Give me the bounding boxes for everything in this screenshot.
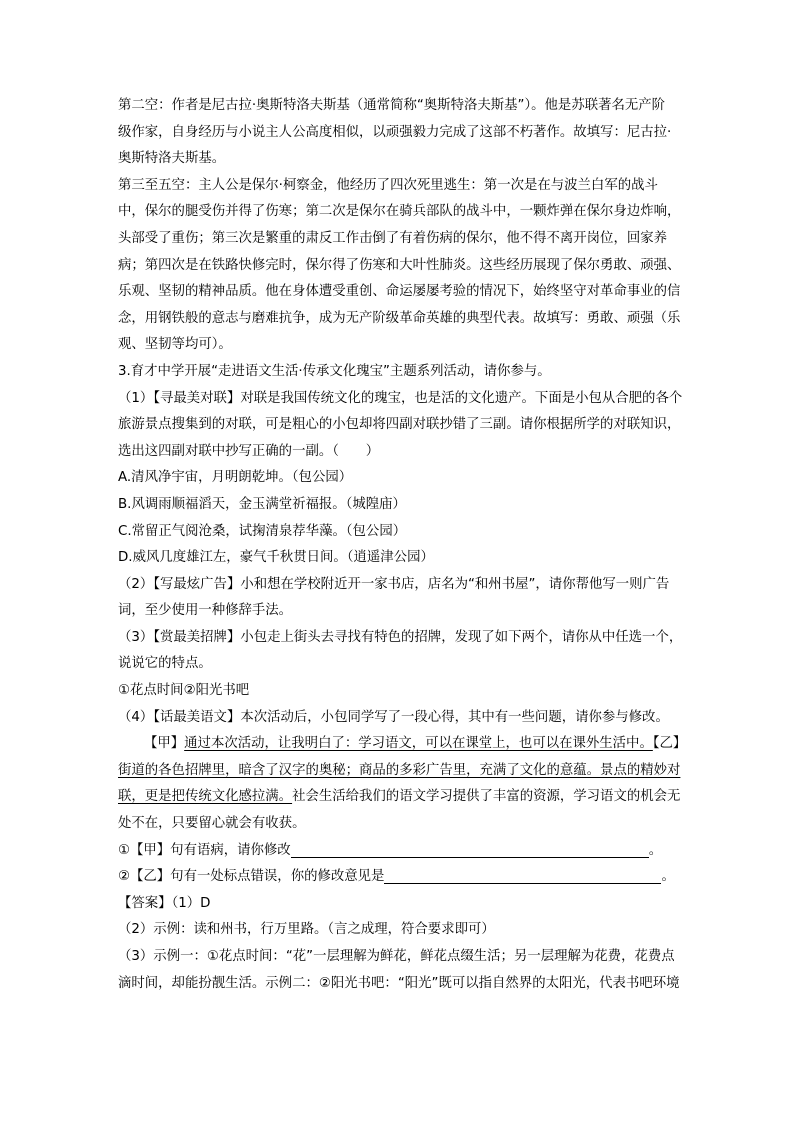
sign-names: ①花点时间②阳光书吧 (118, 683, 250, 699)
document-body (118, 93, 718, 997)
marker-jia: 【甲】 (144, 736, 185, 752)
text-line: 第三至五空：主人公是保尔·柯察金，他经历了四次死里逃生：第一次是在与波兰白军的战斗 (118, 177, 658, 193)
option-a: A.清风净宇宙，月明朗乾坤。（包公园） (118, 470, 353, 486)
answer-3 (118, 944, 718, 997)
text-line: 选出这四副对联中抄写正确的一副。（ ） (118, 443, 380, 459)
reflection-passage (118, 731, 718, 837)
sentence-jia: 通过本次活动，让我明白了：学习语文，可以在课堂上，也可以在课外生活中。 (184, 736, 653, 752)
sentence-yi-end: 联，更是把传统文化感拉满。 (118, 789, 293, 805)
prompt-text: ②【乙】句有一处标点错误，你的修改意见是 (118, 869, 385, 885)
text-line: 第二空：作者是尼古拉·奥斯特洛夫斯基（通常简称“奥斯特洛夫斯基”）。他是苏联著名无产阶 (118, 98, 666, 113)
choice-options (118, 465, 718, 571)
text-line: 词，至少使用一种修辞手法。 (118, 603, 293, 619)
text-line: 念，用钢铁般的意志与磨难抗争，成为无产阶级革命英雄的典型代表。故填写：勇敢、顽强（乐 (118, 310, 681, 326)
fill-in-question-1 (118, 838, 718, 865)
fill-in-question-2 (118, 864, 718, 891)
text-line: 头部受了重伤；第三次是繁重的肃反工作击倒了有着伤病的保尔，他不得不离开岗位，回家养 (118, 230, 668, 246)
answer-blank-1[interactable] (291, 841, 649, 858)
text-line: 旅游景点搜集到的对联，可是粗心的小包却将四副对联抄错了三副。请你根据所学的对联知识， (118, 417, 681, 433)
text-line: 奥斯特洛夫斯基。 (118, 151, 226, 167)
question-3-3 (118, 625, 718, 678)
question-3-1 (118, 386, 718, 466)
option-d: D.威风几度雄江左，豪气千秋贯日间。（逍遥津公园） (118, 550, 434, 566)
text-line: 病；第四次是在铁路快修完时，保尔得了伤寒和大叶性肺炎。这些经历展现了保尔勇敢、顽强、 (118, 257, 681, 273)
option-c: C.常留正气阅沧桑，试掬清泉荐华藻。（包公园） (118, 523, 407, 539)
period: 。 (661, 869, 675, 885)
option-b: B.风调雨顺福滔天，金玉满堂祈福报。（城隍庙） (118, 496, 406, 512)
passage-line (118, 758, 718, 785)
question-3-2 (118, 572, 718, 625)
answer-blank-3-5-paragraph (118, 173, 718, 359)
passage-line: 处不在，只要留心就会有收获。 (118, 816, 306, 832)
passage-line (118, 784, 718, 811)
marker-yi: 【乙】 (652, 736, 687, 752)
question-3-stem: 3.育才中学开展“走进语文生活·传承文化瑰宝”主题系列活动，请你参与。 (118, 363, 551, 379)
text-line: 滴时间，却能扮靓生活。示例二：②阳光书吧：“阳光”既可以指自然界的太阳光，代表书吧环境 (118, 975, 680, 991)
answer-heading: 【答案】（1）D (118, 895, 211, 911)
text-line: （3）示例一：①花点时间：“花”一层理解为鲜花，鲜花点缀生活；另一层理解为花费，花费点 (118, 949, 675, 964)
answer-blank-2[interactable] (384, 867, 661, 884)
sentence-yi: 街道的各色招牌里，暗含了汉字的奥秘；商品的多彩广告里，充满了文化的意蕴。景点的精妙对 (118, 762, 681, 778)
question-3-4: （4）【话最美语文】本次活动后，小包同学写了一段心得，其中有一些问题，请你参与修改。 (118, 709, 669, 725)
text-line: 中，保尔的腿受伤并得了伤寒；第二次是保尔在骑兵部队的战斗中，一颗炸弹在保尔身边炸响， (118, 204, 681, 220)
text-line: 级作家，自身经历与小说主人公高度相似，以顽强毅力完成了这部不朽著作。故填写：尼古拉· (118, 124, 672, 140)
period: 。 (648, 842, 663, 858)
passage-line (118, 731, 718, 758)
answer-blank-2-paragraph (118, 93, 718, 173)
text-line: 观、坚韧等均可）。 (118, 337, 232, 353)
text-line: 乐观、坚韧的精神品质。他在身体遭受重创、命运屡屡考验的情况下，始终坚守对革命事业的信 (118, 284, 681, 300)
text-line: （2）【写最炫广告】小和想在学校附近开一家书店，店名为“和州书屋”，请你帮他写一则广告 (118, 576, 670, 592)
answer-2: （2）示例：读和州书，行万里路。（言之成理，符合要求即可） (118, 922, 495, 938)
prompt-text: ①【甲】句有语病，请你修改 (118, 842, 291, 858)
text-line: （3）【赏最美招牌】小包走上街头去寻找有特色的招牌，发现了如下两个，请你从中任选一个， (118, 629, 683, 645)
passage-text: 社会生活给我们的语文学习提供了丰富的资源，学习语文的机会无 (292, 789, 681, 805)
text-line: 说说它的特点。 (118, 656, 212, 672)
text-line: （1）【寻最美对联】对联是我国传统文化的瑰宝，也是活的文化遗产。下面是小包从合肥的各个 (118, 390, 683, 406)
